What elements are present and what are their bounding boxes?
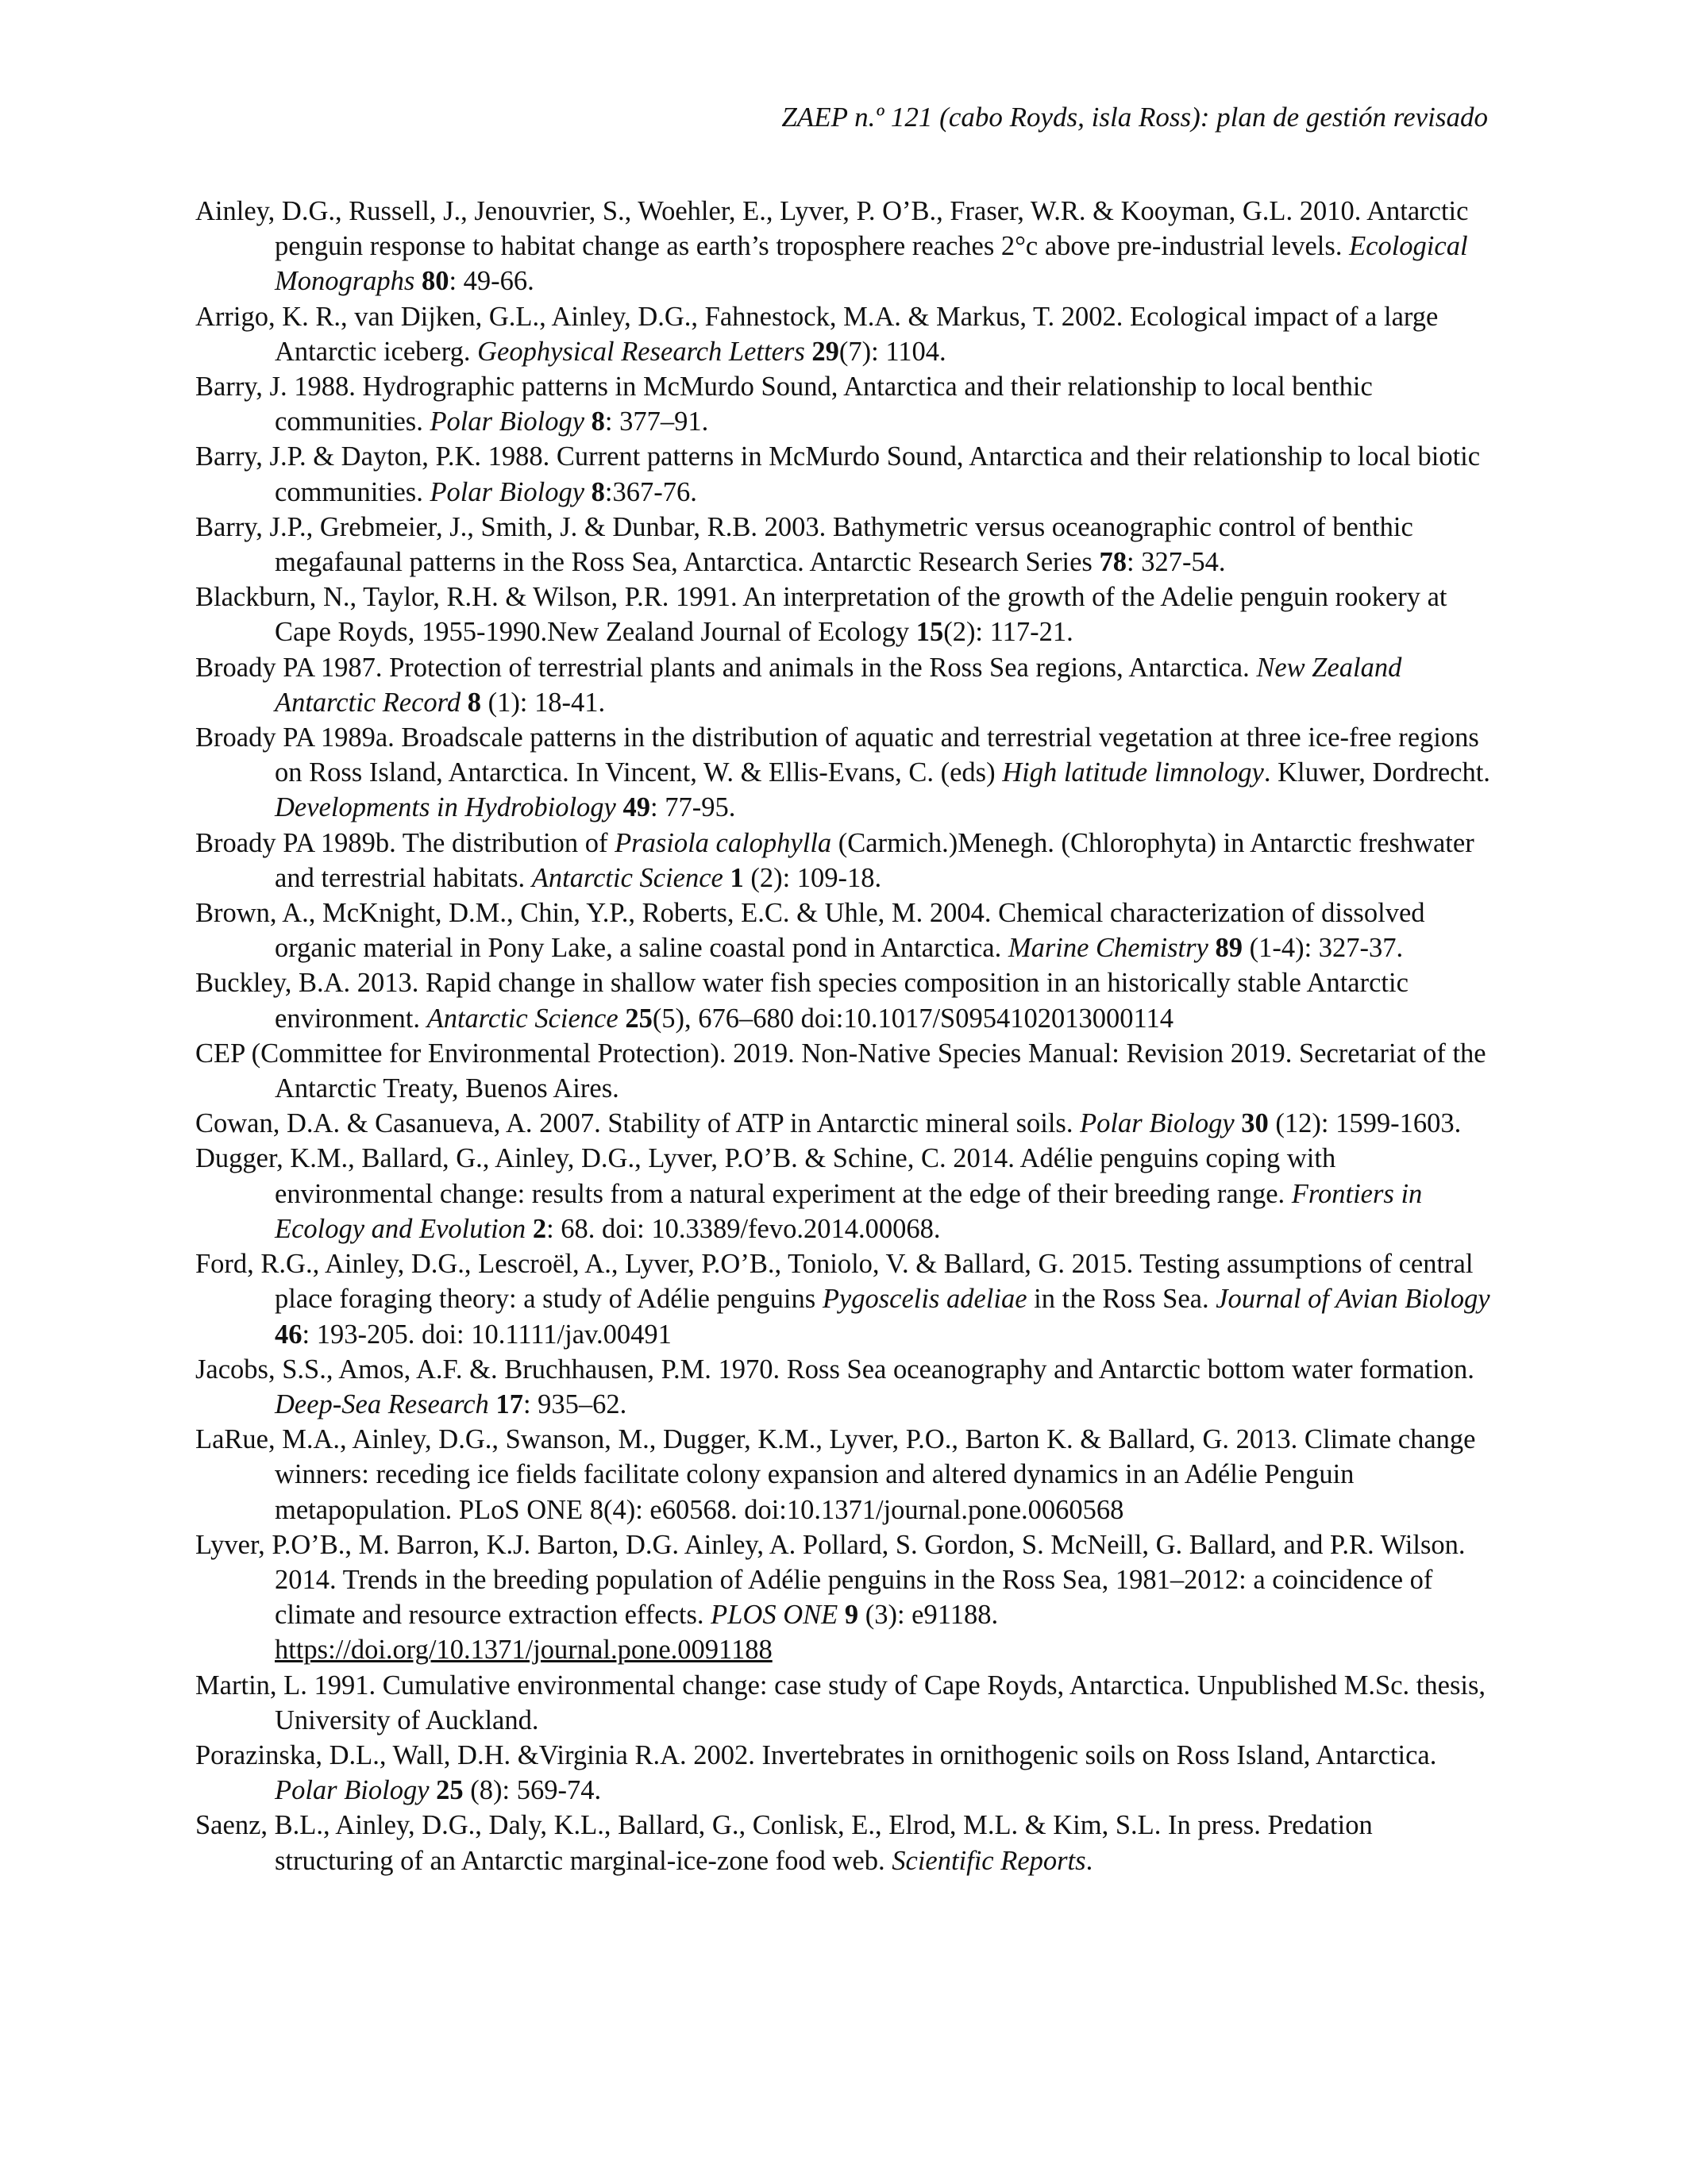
reference-text: Geophysical Research Letters — [477, 336, 805, 367]
reference-entry — [195, 965, 1497, 1035]
reference-text — [461, 688, 468, 718]
reference-text: Polar Biology — [430, 476, 585, 507]
reference-text: Cowan, D.A. & Casanueva, A. 2007. Stability of ATP in Antarctic mineral soils. — [195, 1108, 1081, 1139]
reference-text: Brown, A., McKnight, D.M., Chin, Y.P., Roberts, E.C. & Uhle, M. 2004. Chemical characterization of dissolved organic material in Pony Lake, a saline coastal pond in Antarctica. — [195, 898, 1425, 964]
reference-text: 46 — [275, 1319, 303, 1350]
reference-text: Journal of Avian Biology — [1216, 1284, 1490, 1315]
reference-text: Polar Biology — [1080, 1108, 1235, 1139]
reference-text: 89 — [1215, 933, 1243, 964]
reference-text: Ford, R.G., Ainley, D.G., Lescroël, A., Lyver, P.O’B., Toniolo, V. & Ballard, G. 2015. Testing assumptions of central place foraging theory: a study of Adélie penguins — [195, 1249, 1474, 1315]
reference-text: 29 — [811, 336, 839, 367]
reference-text: Barry, J. 1988. Hydrographic patterns in McMurdo Sound, Antarctica and their relationship to local benthic communities. — [195, 372, 1373, 437]
reference-text: PLOS ONE — [711, 1600, 838, 1631]
reference-text — [584, 477, 592, 507]
reference-entry — [195, 1352, 1497, 1422]
reference-text: Broady PA 1989b. The distribution of — [195, 827, 615, 858]
reference-text: Saenz, B.L., Ainley, D.G., Daly, K.L., Ballard, G., Conlisk, E., Elrod, M.L. & Kim, S.L. In press. Predation structuring of an Antarctic marginal-ice-zone food web. — [195, 1810, 1373, 1876]
reference-text: : 77-95. — [650, 792, 736, 823]
reference-text: 1 — [730, 862, 744, 893]
reference-text: : 377–91. — [604, 406, 709, 437]
reference-text: 49 — [622, 792, 650, 823]
reference-text: : 935–62. — [522, 1389, 627, 1419]
reference-entry — [195, 1246, 1497, 1352]
reference-entry — [195, 369, 1497, 439]
reference-text: Polar Biology — [275, 1775, 430, 1806]
reference-text: : 68. doi: 10.3389/fevo.2014.00068. — [546, 1213, 941, 1244]
reference-text: :367-76. — [604, 476, 697, 507]
reference-text: . Kluwer, Dordrecht. — [1263, 757, 1490, 788]
reference-text: Broady PA 1987. Protection of terrestrial plants and animals in the Ross Sea regions, Antarctica. — [195, 652, 1257, 683]
reference-text — [584, 406, 592, 437]
reference-text: 8 — [591, 406, 605, 437]
reference-text: . — [1085, 1845, 1093, 1876]
reference-text: LaRue, M.A., Ainley, D.G., Swanson, M., Dugger, K.M., Lyver, P.O., Barton K. & Ballard, G. 2013. Climate change winners: receding ice fields facilitate colony expansion and altered dynamics in an Adélie Penguin metapopulation. PLoS ONE 8(4): e60568. doi:10.1371/journal.pone.0060568 — [195, 1424, 1476, 1525]
reference-text: Porazinska, D.L., Wall, D.H. &Virginia R.A. 2002. Invertebrates in ornithogenic soils on Ross Island, Antarctica. — [195, 1739, 1437, 1770]
reference-text: 2 — [532, 1213, 547, 1244]
reference-text: Developments in Hydrobiology — [275, 792, 616, 823]
reference-text: (1): 18-41. — [480, 687, 606, 718]
reference-text: Frontiers in Ecology and Evolution — [275, 1178, 1423, 1244]
reference-text: 78 — [1099, 547, 1127, 578]
reference-text: Pygoscelis adeliae — [822, 1284, 1027, 1315]
reference-entry — [195, 650, 1497, 720]
reference-entry — [195, 1141, 1497, 1246]
reference-text: Arrigo, K. R., van Dijken, G.L., Ainley, D.G., Fahnestock, M.A. & Markus, T. 2002. Ecological impact of a large Antarctic iceberg. — [195, 301, 1439, 367]
reference-text — [1208, 933, 1216, 963]
reference-text: Ainley, D.G., Russell, J., Jenouvrier, S., Woehler, E., Lyver, P. O’B., Fraser, W.R. & Kooyman, G.L. 2010. Antarctic penguin response to habitat change as earth’s troposphere reaches 2°c above pre-industrial levels. — [195, 196, 1469, 262]
reference-text — [430, 1775, 437, 1805]
reference-text: : 49-66. — [449, 266, 534, 297]
reference-entry — [195, 896, 1497, 965]
reference-entry — [195, 580, 1497, 649]
reference-text: High latitude limnology — [1002, 757, 1264, 788]
reference-text: 25 — [625, 1003, 653, 1034]
reference-text: Barry, J.P., Grebmeier, J., Smith, J. & Dunbar, R.B. 2003. Bathymetric versus oceanographic control of benthic megafaunal patterns in the Ross Sea, Antarctica. Antarctic Research Series — [195, 511, 1413, 578]
reference-entry — [195, 1106, 1497, 1141]
reference-text: 80 — [421, 266, 449, 297]
reference-text — [1235, 1108, 1242, 1138]
reference-text: Antarctic Science — [531, 862, 723, 893]
reference-text: 8 — [467, 687, 481, 718]
reference-list — [195, 194, 1497, 1878]
reference-text: 25 — [436, 1775, 464, 1806]
reference-text: Broady PA 1989a. Broadscale patterns in the distribution of aquatic and terrestrial vegetation at three ice-free regions on Ross Island, Antarctica. In Vincent, W. & Ellis-Evans, C. (eds) — [195, 722, 1479, 788]
reference-text: 30 — [1241, 1108, 1269, 1139]
reference-text — [838, 1600, 845, 1630]
reference-text: (12): 1599-1603. — [1268, 1108, 1462, 1139]
doi-link[interactable]: https://doi.org/10.1371/journal.pone.0091188 — [275, 1635, 773, 1666]
reference-entry — [195, 1808, 1497, 1878]
reference-text: Barry, J.P. & Dayton, P.K. 1988. Current patterns in McMurdo Sound, Antarctica and their relationship to local biotic communities. — [195, 441, 1481, 507]
reference-entry — [195, 194, 1497, 299]
reference-text: Antarctic Science — [426, 1003, 619, 1034]
reference-text: Scientific Reports — [892, 1845, 1086, 1876]
page-header: ZAEP n.º 121 (cabo Royds, isla Ross): plan de gestión revisado — [781, 102, 1488, 133]
reference-entry — [195, 826, 1497, 896]
reference-text: Ecological Monographs — [275, 231, 1468, 297]
reference-text: Marine Chemistry — [1008, 933, 1208, 964]
reference-text: : 327-54. — [1126, 547, 1226, 578]
reference-entry — [195, 1668, 1497, 1738]
reference-entry — [195, 1036, 1497, 1106]
reference-text: : 193-205. doi: 10.1111/jav.00491 — [302, 1319, 672, 1350]
reference-text: (8): 569-74. — [463, 1775, 602, 1806]
reference-entry — [195, 720, 1497, 826]
reference-text: (2): 109-18. — [743, 862, 882, 893]
reference-text: Deep-Sea Research — [275, 1389, 489, 1419]
reference-text: (3): e91188. — [858, 1600, 999, 1631]
reference-text: Buckley, B.A. 2013. Rapid change in shallow water fish species composition in an historically stable Antarctic environment. — [195, 968, 1409, 1034]
reference-entry — [195, 1527, 1497, 1668]
reference-text: (5), 676–680 doi:10.1017/S0954102013000114 — [652, 1003, 1174, 1034]
reference-entry — [195, 510, 1497, 580]
reference-text: CEP (Committee for Environmental Protection). 2019. Non-Native Species Manual: Revision 2019. Secretariat of the Antarctic Treaty, Buenos Aires. — [195, 1038, 1486, 1104]
reference-text: Dugger, K.M., Ballard, G., Ainley, D.G., Lyver, P.O’B. & Schine, C. 2014. Adélie penguins coping with environmental change: results from a natural experiment at the edge of their breeding range. — [195, 1143, 1336, 1209]
reference-text: (7): 1104. — [838, 336, 946, 367]
reference-text: Blackburn, N., Taylor, R.H. & Wilson, P.R. 1991. An interpretation of the growth of the Adelie penguin rookery at Cape Royds, 1955-1990.New Zealand Journal of Ecology — [195, 582, 1447, 648]
reference-text: Polar Biology — [430, 406, 585, 437]
reference-text: Lyver, P.O’B., M. Barron, K.J. Barton, D.G. Ainley, A. Pollard, S. Gordon, S. McNeill, G. Ballard, and P.R. Wilson. 2014. Trends in the breeding population of Adélie penguins in the Ross Sea, 1981–2012: a coincidence of climate and resource extraction effects. — [195, 1529, 1466, 1631]
reference-text: 15 — [915, 617, 944, 648]
reference-text: (2): 117-21. — [943, 617, 1073, 648]
reference-text — [414, 266, 422, 296]
reference-text: Martin, L. 1991. Cumulative environmental change: case study of Cape Royds, Antarctica. Unpublished M.Sc. thesis, University of Auckland. — [195, 1670, 1486, 1735]
reference-entry — [195, 1738, 1497, 1808]
reference-text: Prasiola calophylla — [615, 827, 832, 858]
reference-text: (1-4): 327-37. — [1243, 933, 1404, 964]
reference-text: 17 — [495, 1389, 523, 1419]
reference-text: 9 — [844, 1600, 859, 1631]
reference-entry — [195, 439, 1497, 509]
reference-text: 8 — [591, 476, 605, 507]
reference-text — [616, 792, 623, 822]
reference-entry — [195, 299, 1497, 369]
reference-text — [526, 1214, 533, 1244]
reference-text: Jacobs, S.S., Amos, A.F. &. Bruchhausen, P.M. 1970. Ross Sea oceanography and Antarctic bottom water formation. — [195, 1354, 1474, 1385]
reference-entry — [195, 1422, 1497, 1527]
reference-text: New Zealand Antarctic Record — [275, 652, 1402, 718]
reference-text: (Carmich.)Menegh. (Chlorophyta) in Antarctic freshwater and terrestrial habitats. — [275, 827, 1474, 893]
reference-text: in the Ross Sea. — [1027, 1284, 1216, 1315]
